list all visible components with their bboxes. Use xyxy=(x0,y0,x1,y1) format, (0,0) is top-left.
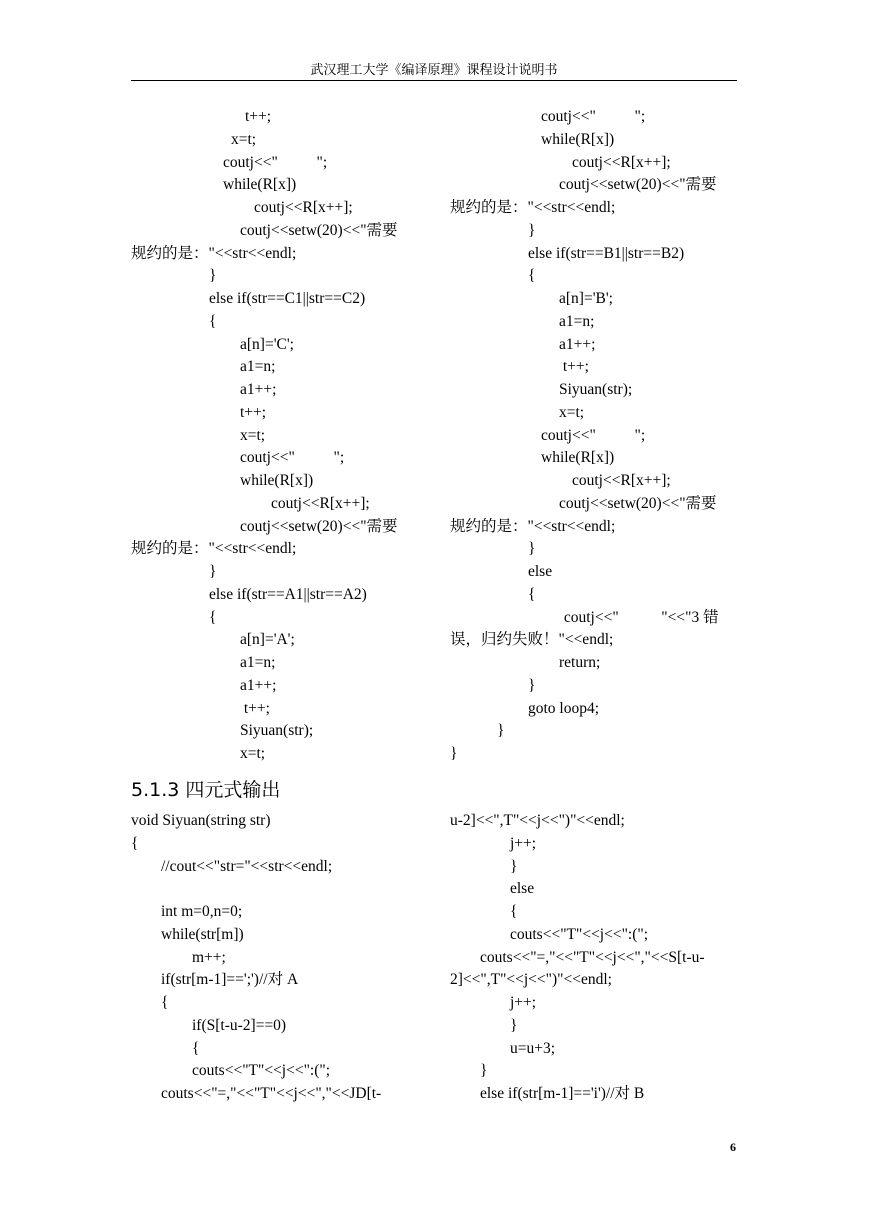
code-line: { xyxy=(209,608,217,626)
code-line: couts<<"=,"<<"T"<<j<<","<<S[t-u- xyxy=(480,948,705,966)
code-line: coutj<<" "; xyxy=(541,426,646,444)
code-line: else if(str[m-1]=='i')//对 B xyxy=(480,1085,645,1102)
code-line: u-2]<<",T"<<j<<")"<<endl; xyxy=(450,812,625,829)
code-line: 规约的是："<<str<<endl; xyxy=(131,540,297,558)
code-line: couts<<"T"<<j<<":("; xyxy=(192,1062,331,1080)
code-line: a1++; xyxy=(240,676,277,694)
code-line: else if(str==A1||str==A2) xyxy=(209,585,367,603)
code-line: while(R[x]) xyxy=(223,176,297,194)
running-header: 武汉理工大学《编译原理》课程设计说明书 xyxy=(310,62,558,77)
code-line: } xyxy=(528,676,536,694)
code-line: } xyxy=(528,221,536,239)
code-line: a[n]='B'; xyxy=(559,290,613,307)
code-line: a1=n; xyxy=(240,358,276,376)
page-number: 6 xyxy=(730,1140,736,1154)
code-line: coutj<<R[x++]; xyxy=(572,472,671,489)
code-line: { xyxy=(161,994,169,1011)
code-line: { xyxy=(209,312,217,330)
code-line: t++; xyxy=(559,358,589,376)
code-line: x=t; xyxy=(240,745,266,762)
code-line: coutj<<R[x++]; xyxy=(254,199,353,216)
code-line: Siyuan(str); xyxy=(240,722,314,740)
code-line: coutj<<" "<<"3 错 xyxy=(560,608,719,626)
code-line: 规约的是："<<str<<endl; xyxy=(450,517,616,535)
code-line: coutj<<setw(20)<<"需要 xyxy=(559,494,717,512)
code-line: { xyxy=(192,1039,200,1057)
code-line: return; xyxy=(559,654,601,671)
code-line: //cout<<"str="<<str<<endl; xyxy=(161,857,333,875)
code-line: a1=n; xyxy=(240,654,276,671)
code-line: 误，归约失败！"<<endl; xyxy=(450,631,614,649)
code-line: { xyxy=(528,267,536,285)
code-line: a[n]='C'; xyxy=(240,335,294,353)
code-line: { xyxy=(131,834,139,852)
code-line: a1=n; xyxy=(559,312,595,330)
code-line: { xyxy=(528,585,536,603)
code-line: coutj<<" "; xyxy=(240,449,345,467)
code-line: j++; xyxy=(510,994,537,1011)
code-line: x=t; xyxy=(231,130,257,148)
code-line: x=t; xyxy=(559,403,585,421)
code-line: else if(str==C1||str==C2) xyxy=(209,290,366,307)
code-line: coutj<<R[x++]; xyxy=(572,153,671,171)
code-line: } xyxy=(450,745,458,762)
code-line: while(R[x]) xyxy=(541,449,615,467)
code-line: u=u+3; xyxy=(510,1039,556,1057)
code-line: coutj<<setw(20)<<"需要 xyxy=(240,221,398,239)
code-line: } xyxy=(209,267,217,285)
code-line: a1++; xyxy=(240,381,277,398)
code-line: if(str[m-1]==';')//对 A xyxy=(161,971,299,989)
code-line: else xyxy=(528,563,553,580)
code-line: void Siyuan(string str) xyxy=(131,812,271,829)
code-line: j++; xyxy=(510,834,537,852)
code-line: Siyuan(str); xyxy=(559,381,633,398)
code-line: } xyxy=(510,857,518,875)
code-line: couts<<"T"<<j<<":("; xyxy=(510,925,649,943)
code-line: 规约的是："<<str<<endl; xyxy=(131,244,297,262)
code-line: } xyxy=(480,1062,488,1080)
code-line: x=t; xyxy=(240,426,266,444)
code-line: t++; xyxy=(240,699,270,717)
code-line: t++; xyxy=(240,403,267,421)
code-line: 规约的是："<<str<<endl; xyxy=(450,199,616,216)
code-line: coutj<<" "; xyxy=(223,153,328,171)
code-line: m++; xyxy=(192,948,226,966)
code-line: a[n]='A'; xyxy=(240,631,295,649)
section-heading: 5.1.3 四元式输出 xyxy=(131,779,281,801)
code-line: coutj<<setw(20)<<"需要 xyxy=(559,176,717,194)
code-line: } xyxy=(510,1016,518,1034)
code-line: } xyxy=(528,540,536,558)
code-line: a1++; xyxy=(559,335,596,353)
code-line: } xyxy=(497,722,505,740)
code-line: goto loop4; xyxy=(528,699,600,717)
code-line: coutj<<" "; xyxy=(541,108,646,125)
code-line: } xyxy=(209,563,217,580)
code-line: coutj<<setw(20)<<"需要 xyxy=(240,517,398,535)
header-rule xyxy=(131,80,737,81)
code-line: t++; xyxy=(245,108,272,125)
code-line: 2]<<",T"<<j<<")"<<endl; xyxy=(450,971,612,989)
code-line: couts<<"=,"<<"T"<<j<<","<<JD[t- xyxy=(161,1085,382,1102)
code-line: { xyxy=(510,903,518,920)
code-line: while(R[x]) xyxy=(541,130,615,148)
code-line: else xyxy=(510,880,535,898)
code-line: while(str[m]) xyxy=(161,925,244,943)
code-line: int m=0,n=0; xyxy=(161,903,243,920)
code-line: else if(str==B1||str==B2) xyxy=(528,244,685,262)
code-line: if(S[t-u-2]==0) xyxy=(192,1016,287,1034)
code-line: coutj<<R[x++]; xyxy=(271,494,370,512)
code-line: while(R[x]) xyxy=(240,472,314,489)
